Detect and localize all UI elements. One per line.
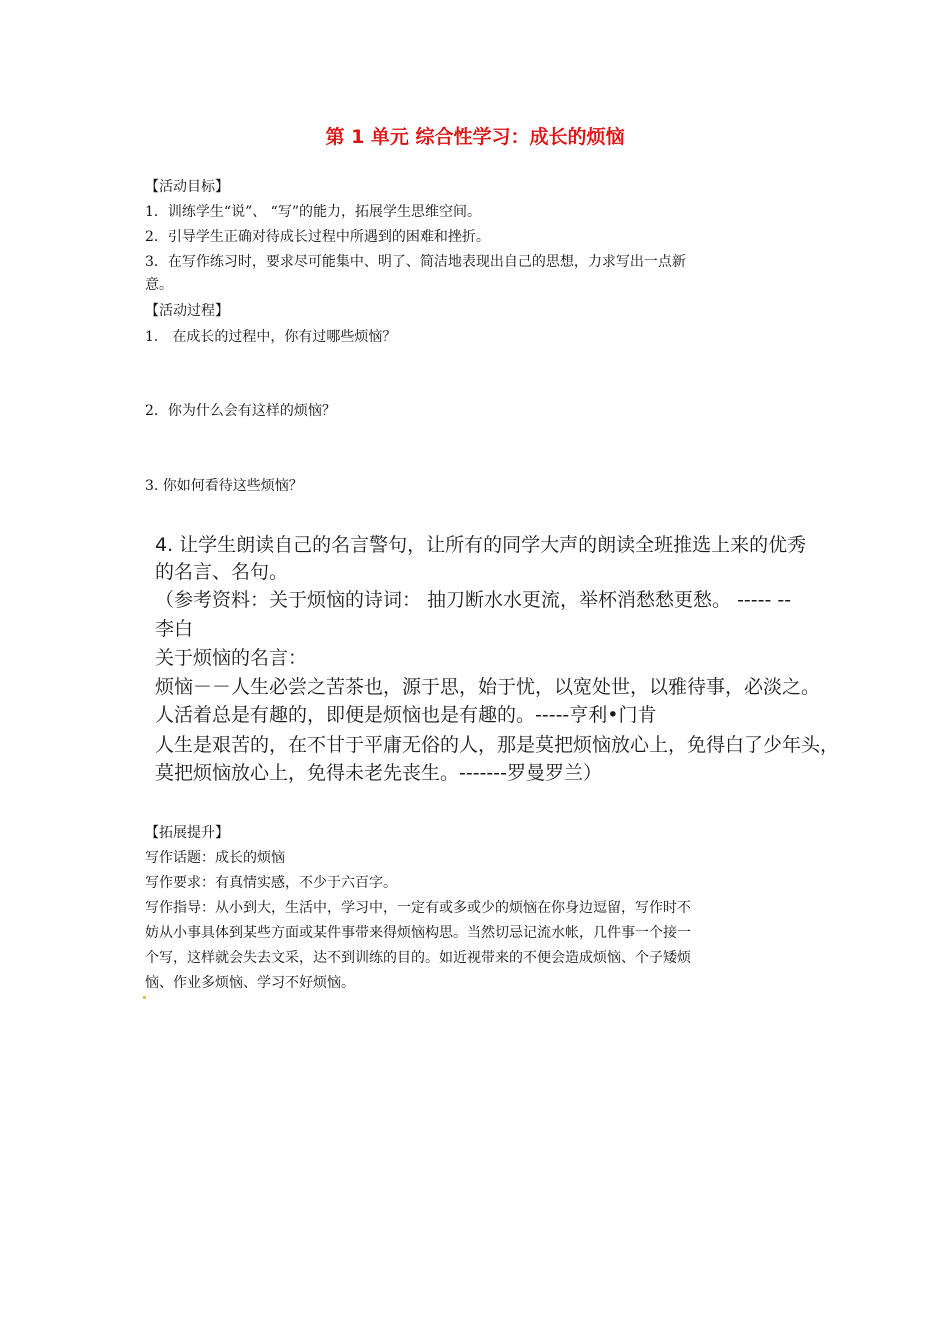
reference-poem-author: 李白 [155, 618, 194, 640]
question-3: 3. 你如何看待这些烦恼？ [145, 478, 303, 494]
quote-3-line-2: 莫把烦恼放心上，免得未老先丧生。-------罗曼罗兰） [155, 762, 602, 784]
writing-topic: 写作话题：成长的烦恼 [145, 850, 285, 866]
writing-requirement: 写作要求：有真情实感，不少于六百字。 [145, 875, 397, 891]
stray-mark [143, 996, 146, 999]
reference-poem: （参考资料：关于烦恼的诗词： 抽刀断水水更流，举杯消愁愁更愁。 ----- -- [155, 589, 792, 611]
writing-guide-line-1: 写作指导：从小到大，生活中，学习中，一定有或多或少的烦恼在你身边逗留，写作时不 [145, 900, 691, 916]
writing-guide-line-4: 恼、作业多烦恼、学习不好烦恼。 [145, 975, 355, 991]
extension-header: 【拓展提升】 [145, 825, 229, 841]
goal-item-2: 2．引导学生正确对待成长过程中所遇到的困难和挫折。 [145, 229, 490, 245]
goal-item-3: 3．在写作练习时，要求尽可能集中、明了、简洁地表现出自己的思想，力求写出一点新 [145, 254, 686, 270]
goals-header: 【活动目标】 [145, 179, 229, 195]
writing-guide-line-3: 个写，这样就会失去文采，达不到训练的目的。如近视带来的不便会造成烦恼、个子矮烦 [145, 950, 691, 966]
writing-guide-line-2: 妨从小事具体到某些方面或某件事带来得烦恼构思。当然切忌记流水帐，几件事一个接一 [145, 925, 691, 941]
quotes-header: 关于烦恼的名言： [155, 647, 308, 669]
question-4-line-2: 的名言、名句。 [155, 561, 289, 583]
process-header: 【活动过程】 [145, 303, 229, 319]
quote-3-line-1: 人生是艰苦的，在不甘于平庸无俗的人，那是莫把烦恼放心上，免得白了少年头， [155, 734, 840, 756]
question-2: 2．你为什么会有这样的烦恼？ [145, 403, 336, 419]
goal-item-3-cont: 意。 [145, 277, 173, 293]
quote-2: 人活着总是有趣的，即便是烦恼也是有趣的。-----亨利•门肯 [155, 704, 657, 726]
page-title: 第 1 单元 综合性学习：成长的烦恼 [325, 126, 625, 148]
quote-1: 烦恼－－人生必尝之苦茶也，源于思，始于忧，以宽处世，以雅待事，必淡之。 [155, 676, 821, 698]
question-4-line-1: 4. 让学生朗读自己的名言警句，让所有的同学大声的朗读全班推选上来的优秀 [155, 534, 807, 556]
question-1: 1． 在成长的过程中，你有过哪些烦恼？ [145, 329, 397, 345]
goal-item-1: 1．训练学生“说”、 “写”的能力，拓展学生思维空间。 [145, 204, 481, 220]
